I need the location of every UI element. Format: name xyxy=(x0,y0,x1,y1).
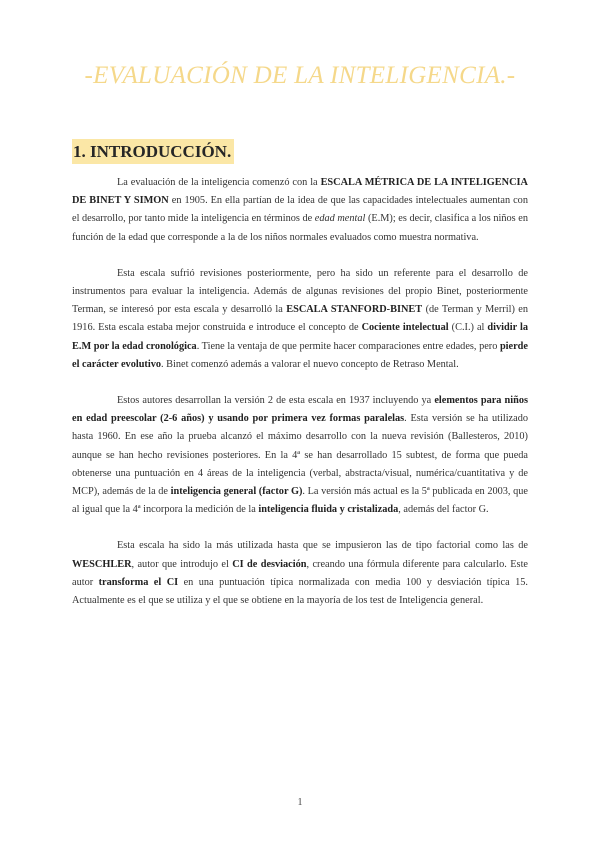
page-number: 1 xyxy=(297,797,303,808)
text-run: en 1905. En ella partían de la idea de que las capacidades intelectuales aumentan con el desarrollo, por tanto mide la inteligencia en términos de xyxy=(72,195,528,225)
bold-text: ESCALA STANFORD-BINET xyxy=(286,304,423,316)
bold-text: pierde el carácter evolutivo xyxy=(72,340,528,370)
text-run: , autor que introdujo el xyxy=(131,558,233,570)
text-run: Esta escala ha sido la más utilizada hasta que se impusieron las de tipo factorial como las de xyxy=(117,540,528,552)
text-run: en una puntuación típica normalizada con media 100 y desviación típica 15. Actualmente es el que se utiliza y el que se obtiene en la mayoría de los test de Inteligencia general. xyxy=(72,576,528,607)
bold-text: inteligencia general (factor G) xyxy=(170,486,303,498)
text-run: (de Terman y Merril) en 1916. Esta escala estaba mejor construida e introduce el concepto de xyxy=(72,304,528,334)
text-run: . Binet comenzó además a valorar el nuevo concepto de Retraso Mental. xyxy=(161,358,459,370)
text-run: Estos autores desarrollan la versión 2 de esta escala en 1937 incluyendo ya xyxy=(117,395,435,407)
paragraph xyxy=(72,392,528,519)
bold-text: transforma el CI xyxy=(98,576,179,588)
text-run: . Tiene la ventaja de que permite hacer comparaciones entre edades, pero xyxy=(196,340,500,352)
text-run: (E.M); es decir, clasifica a los niños en función de la edad que corresponde a la de los niños normales evaluados como muestra normativa. xyxy=(72,213,528,243)
bold-text: elementos para niños en edad preescolar (2-6 años) y usando por primera vez formas paralelas xyxy=(72,395,528,425)
text-run: (C.I.) al xyxy=(448,322,488,334)
document-body xyxy=(72,174,528,628)
bold-text: inteligencia fluida y cristalizada xyxy=(258,504,399,516)
text-run: . Esta versión se ha utilizado hasta 1960. En ese año la prueba alcanzó el máximo desarrollo con la nueva revisión (Ballesteros, 2010) aunque se han hecho revisiones posteriores. En la 4ª se han desarrollado 15 subtest, de forma que pueda obtenerse una puntuación en 4 áreas de la inteligencia (verbal, abstracta/visual, numérica/cuantitativa y de MCP), además de la de xyxy=(72,413,528,498)
bold-text: ESCALA MÉTRICA DE LA INTELIGENCIA DE BINET Y SIMON xyxy=(72,177,528,207)
text-run: Esta escala sufrió revisiones posteriormente, pero ha sido un referente para el desarrollo de instrumentos para evaluar la inteligencia. Además de algunas revisiones del propio Binet, posteriormente Terman, se interesó por esta escala y desarrolló la xyxy=(72,267,528,316)
paragraph xyxy=(72,174,528,247)
bold-text: CI de desviación xyxy=(232,558,307,570)
italic-text: edad mental xyxy=(314,213,366,225)
text-run: La evaluación de la inteligencia comenzó con la xyxy=(117,177,321,188)
bold-text: dividir la E.M por la edad cronológica xyxy=(72,322,528,352)
paragraph xyxy=(72,537,528,610)
document-title: -EVALUACIÓN DE LA INTELIGENCIA.- xyxy=(84,62,516,89)
paragraph xyxy=(72,265,528,374)
text-run: , creando una fórmula diferente para calcularlo. Este autor xyxy=(72,558,528,588)
bold-text: Cociente intelectual xyxy=(361,322,449,334)
section-heading-introduccion: 1. INTRODUCCIÓN. xyxy=(72,139,234,164)
bold-text: WESCHLER xyxy=(72,558,132,570)
text-run: , además del factor G. xyxy=(398,504,489,516)
text-run: . La versión más actual es la 5ª publicada en 2003, que al igual que la 4ª incorpora la medición de la xyxy=(72,486,528,516)
